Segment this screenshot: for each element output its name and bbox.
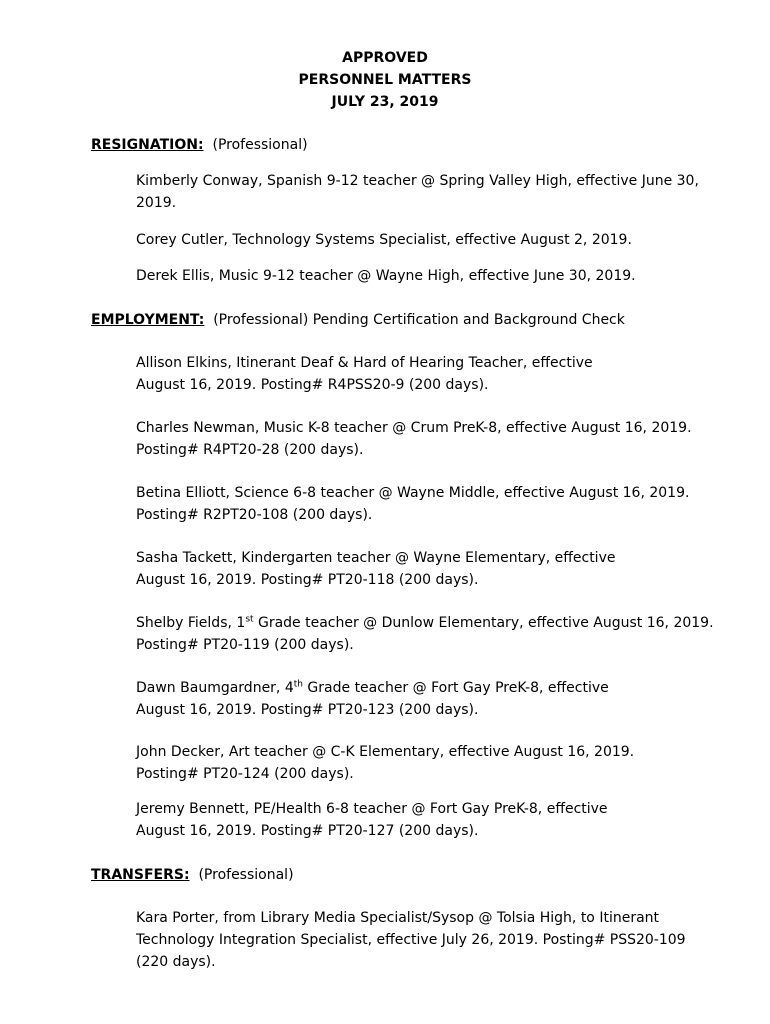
- employment-entry: [136, 798, 736, 842]
- resignation-entry: [136, 229, 736, 251]
- entry-line: Posting# PT20-119 (200 days).: [136, 637, 354, 653]
- entry-line: August 16, 2019. Posting# R4PSS20-9 (200 days).: [136, 377, 489, 393]
- entry-line: John Decker, Art teacher @ C-K Elementary, effective August 16, 2019.: [136, 744, 635, 760]
- employment-entry: [136, 612, 736, 656]
- entry-line: Sasha Tackett, Kindergarten teacher @ Wayne Elementary, effective: [136, 550, 616, 566]
- employment-entry: [136, 741, 736, 785]
- section-resignation-heading: [91, 134, 308, 156]
- entry-line: Posting# R4PT20-28 (200 days).: [136, 442, 364, 458]
- entry-line: Technology Integration Specialist, effective July 26, 2019. Posting# PSS20-109: [136, 932, 686, 948]
- entry-line: Jeremy Bennett, PE/Health 6-8 teacher @ Fort Gay PreK-8, effective: [136, 801, 608, 817]
- entry-line: (220 days).: [136, 954, 216, 970]
- resignation-entry: [136, 265, 736, 287]
- entry-line: [136, 677, 736, 699]
- entry-line: Charles Newman, Music K-8 teacher @ Crum PreK-8, effective August 16, 2019.: [136, 420, 692, 436]
- employment-entry: [136, 547, 736, 591]
- section-label: EMPLOYMENT:: [91, 312, 205, 328]
- section-note: (Professional) Pending Certification and Background Check: [213, 312, 625, 328]
- entry-line: Derek Ellis, Music 9-12 teacher @ Wayne High, effective June 30, 2019.: [136, 268, 636, 284]
- entry-line: Posting# PT20-124 (200 days).: [136, 766, 354, 782]
- entry-text: Dawn Baumgardner, 4: [136, 680, 294, 696]
- entry-line: 2019.: [136, 195, 177, 211]
- section-note: (Professional): [198, 867, 294, 883]
- section-label: TRANSFERS:: [91, 867, 190, 883]
- section-transfers-heading: [91, 864, 294, 886]
- entry-text: Shelby Fields, 1: [136, 615, 246, 631]
- ordinal-suffix: st: [245, 614, 254, 625]
- employment-entry: [136, 352, 736, 396]
- entry-line: August 16, 2019. Posting# PT20-127 (200 days).: [136, 823, 479, 839]
- employment-entry: [136, 482, 736, 526]
- entry-line: August 16, 2019. Posting# PT20-118 (200 days).: [136, 572, 479, 588]
- employment-entry: [136, 417, 736, 461]
- entry-line: [136, 612, 736, 634]
- employment-entry: [136, 677, 736, 721]
- header-title: PERSONNEL MATTERS: [298, 72, 472, 88]
- ordinal-suffix: th: [293, 679, 303, 690]
- entry-line: Posting# R2PT20-108 (200 days).: [136, 507, 373, 523]
- entry-line: August 16, 2019. Posting# PT20-123 (200 days).: [136, 702, 479, 718]
- transfers-entry: [136, 907, 736, 973]
- section-employment-heading: [91, 309, 625, 331]
- document-header: [0, 47, 770, 113]
- entry-line: Betina Elliott, Science 6-8 teacher @ Wayne Middle, effective August 16, 2019.: [136, 485, 690, 501]
- header-date: JULY 23, 2019: [331, 94, 439, 110]
- entry-line: Kara Porter, from Library Media Specialist/Sysop @ Tolsia High, to Itinerant: [136, 910, 660, 926]
- entry-text: Grade teacher @ Fort Gay PreK-8, effective: [302, 680, 609, 696]
- entry-text: Grade teacher @ Dunlow Elementary, effective August 16, 2019.: [253, 615, 714, 631]
- header-approved: APPROVED: [342, 50, 428, 66]
- section-note: (Professional): [212, 137, 308, 153]
- entry-line: Kimberly Conway, Spanish 9-12 teacher @ Spring Valley High, effective June 30,: [136, 173, 699, 189]
- resignation-entry: [136, 170, 736, 214]
- entry-line: Corey Cutler, Technology Systems Specialist, effective August 2, 2019.: [136, 232, 632, 248]
- section-label: RESIGNATION:: [91, 137, 204, 153]
- entry-line: Allison Elkins, Itinerant Deaf & Hard of Hearing Teacher, effective: [136, 355, 593, 371]
